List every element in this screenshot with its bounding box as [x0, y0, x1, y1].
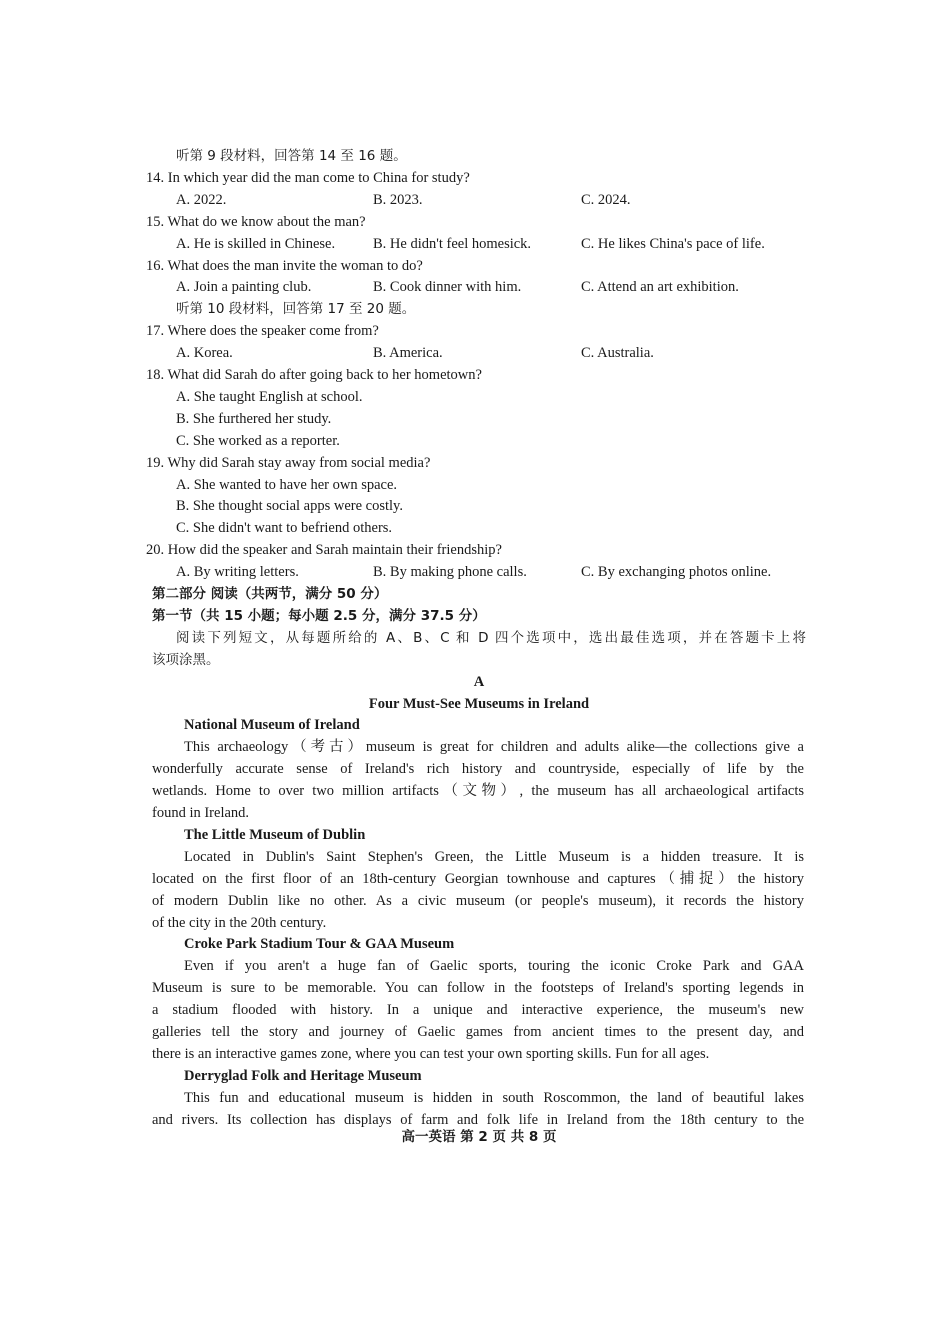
answer-option: C. By exchanging photos online. — [581, 564, 772, 581]
answer-option: C. Attend an art exhibition. — [581, 279, 739, 296]
question-stem: 19. Why did Sarah stay away from social media? — [146, 454, 431, 471]
answer-option: B. He didn't feel homesick. — [373, 235, 532, 252]
answer-option: A. She wanted to have her own space. — [176, 476, 398, 493]
answer-option: B. She thought social apps were costly. — [176, 498, 403, 515]
paragraph-line: This archaeology（考古）museum is great for children and adults alike—the collections give a — [184, 739, 804, 756]
paragraph-line: wetlands. Home to over two million artifacts（文物）, the museum has all archaeological artifacts — [152, 783, 804, 800]
question-stem: 16. What does the man invite the woman to do? — [146, 257, 423, 274]
paragraph-line: of modern Dublin like no other. As a civic museum (or people's museum), it records the history — [152, 892, 804, 909]
museum-heading: Croke Park Stadium Tour & GAA Museum — [184, 936, 455, 953]
paragraph-line: Museum is sure to be memorable. You can follow in the footsteps of Ireland's sporting legends in — [152, 980, 804, 997]
part-title: 第二部分 阅读（共两节，满分 50 分） — [152, 586, 388, 602]
answer-option: C. He likes China's pace of life. — [581, 235, 765, 252]
answer-option: C. Australia. — [581, 345, 654, 362]
paragraph-line: located on the first floor of an 18th-century Georgian townhouse and captures（捕捉）the history — [152, 870, 804, 887]
answer-option: B. Cook dinner with him. — [373, 279, 522, 296]
section-title: 第一节（共 15 小题；每小题 2.5 分，满分 37.5 分） — [152, 607, 486, 624]
paragraph-line: Located in Dublin's Saint Stephen's Green, the Little Museum is a hidden treasure. It is — [184, 848, 804, 865]
paragraph-line: found in Ireland. — [152, 805, 250, 821]
museum-heading: National Museum of Ireland — [184, 717, 360, 734]
question-stem: 18. What did Sarah do after going back to her hometown? — [146, 367, 482, 383]
paragraph-line: there is an interactive games zone, where you can test your own sporting skills. Fun for all ages. — [152, 1045, 710, 1062]
paragraph-line: a stadium flooded with history. In a unique and interactive experience, the museum's new — [152, 1002, 804, 1019]
answer-option: A. Join a painting club. — [176, 279, 312, 296]
answer-option: C. 2024. — [581, 191, 631, 208]
page-footer: 高一英语 第 2 页 共 8 页 — [401, 1129, 557, 1145]
paragraph-line: of the city in the 20th century. — [152, 914, 327, 931]
answer-option: A. She taught English at school. — [176, 388, 363, 405]
museum-heading: The Little Museum of Dublin — [184, 826, 366, 843]
answer-option: C. She didn't want to befriend others. — [176, 520, 393, 537]
question-stem: 20. How did the speaker and Sarah maintain their friendship? — [146, 542, 502, 559]
answer-option: B. America. — [373, 345, 443, 362]
paragraph-line: galleries tell the story and journey of Gaelic games from ancient times to the present day, and — [152, 1024, 804, 1040]
question-stem: 17. Where does the speaker come from? — [146, 323, 379, 340]
reading-instructions: 该项涂黑。 — [152, 651, 220, 668]
answer-option: A. He is skilled in Chinese. — [176, 235, 336, 252]
answer-option: C. She worked as a reporter. — [176, 432, 340, 449]
question-stem: 15. What do we know about the man? — [146, 213, 366, 230]
passage-label: A — [473, 673, 485, 690]
answer-option: B. 2023. — [373, 191, 423, 208]
paragraph-line: and rivers. Its collection has displays of farm and folk life in Ireland from the 18th century to the — [152, 1111, 804, 1128]
paragraph-line: wonderfully accurate sense of Ireland's rich history and countryside, especially of life by the — [152, 761, 804, 778]
section-instruction: 听第 10 段材料，回答第 17 至 20 题。 — [176, 301, 416, 318]
answer-option: A. Korea. — [176, 345, 233, 362]
answer-option: A. 2022. — [176, 191, 227, 208]
museum-heading: Derryglad Folk and Heritage Museum — [184, 1067, 422, 1084]
answer-option: A. By writing letters. — [176, 564, 299, 581]
passage-title: Four Must-See Museums in Ireland — [368, 695, 590, 712]
answer-option: B. She furthered her study. — [176, 410, 332, 427]
paragraph-line: Even if you aren't a huge fan of Gaelic sports, touring the iconic Croke Park and GAA — [184, 958, 804, 975]
question-stem: 14. In which year did the man come to China for study? — [146, 169, 470, 186]
reading-instructions: 阅读下列短文，从每题所给的 A、B、C 和 D 四个选项中，选出最佳选项，并在答题卡上将 — [176, 629, 806, 646]
answer-option: B. By making phone calls. — [373, 564, 527, 581]
paragraph-line: This fun and educational museum is hidden in south Roscommon, the land of beautiful lakes — [184, 1089, 804, 1106]
section-instruction: 听第 9 段材料，回答第 14 至 16 题。 — [176, 148, 407, 164]
